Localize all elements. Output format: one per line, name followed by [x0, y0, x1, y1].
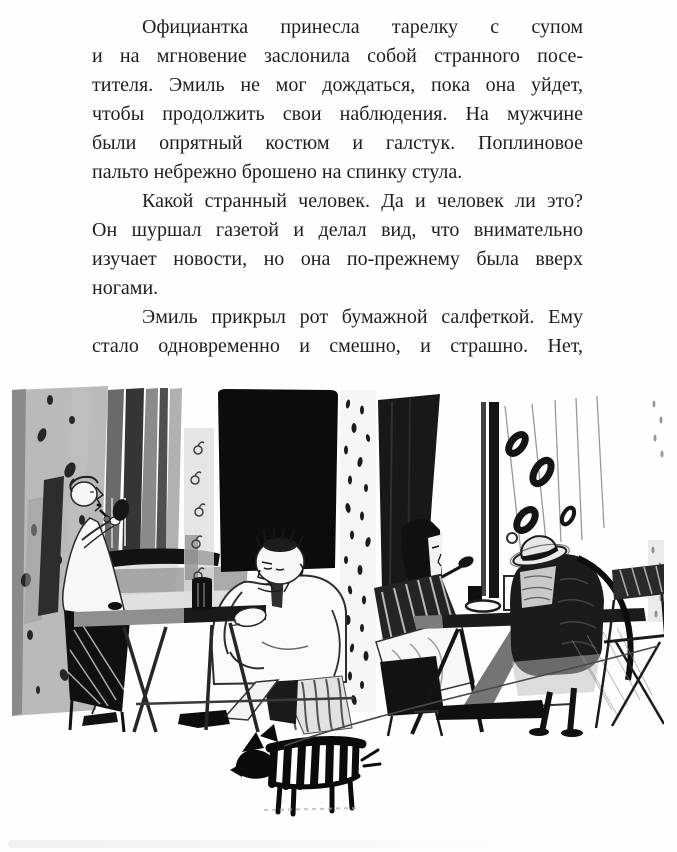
- text-line: чтобы продолжить свои наблюдения. На мужчине: [92, 103, 583, 125]
- text-line: Официантка принесла тарелку с супом: [142, 16, 583, 38]
- plate: [466, 601, 500, 612]
- text-line: Какой странный человек. Да и человек ли это?: [142, 190, 583, 212]
- text-line: пальто небрежно брошено на спинку стула.: [92, 161, 463, 183]
- text-line: ногами.: [92, 277, 159, 299]
- text-line: Эмиль прикрыл рот бумажной салфеткой. Ему: [142, 306, 583, 328]
- window-bars: [481, 402, 499, 598]
- text-line: и на мгновение заслонила собой странного посе-: [92, 45, 583, 67]
- dog: [230, 724, 380, 814]
- text-line: Он шуршал газетой и делал вид, что внимательно: [92, 219, 583, 241]
- page-bottom-smudge: [8, 840, 528, 848]
- cafe-illustration: [12, 380, 664, 820]
- table-small-object: [108, 602, 122, 610]
- text-line: изучает новости, но она по-прежнему была вверх: [92, 248, 583, 270]
- page-text: [92, 13, 583, 361]
- text-line: были опрятный костюм и галстук. Поплиновое: [92, 132, 583, 154]
- text-line: стало одновременно и смешно, и страшно. Нет,: [92, 335, 583, 357]
- text-line: тителя. Эмиль не мог дождаться, пока она уйдет,: [92, 74, 583, 96]
- hook-strip: [184, 428, 214, 598]
- right-man-shoe: [436, 700, 546, 720]
